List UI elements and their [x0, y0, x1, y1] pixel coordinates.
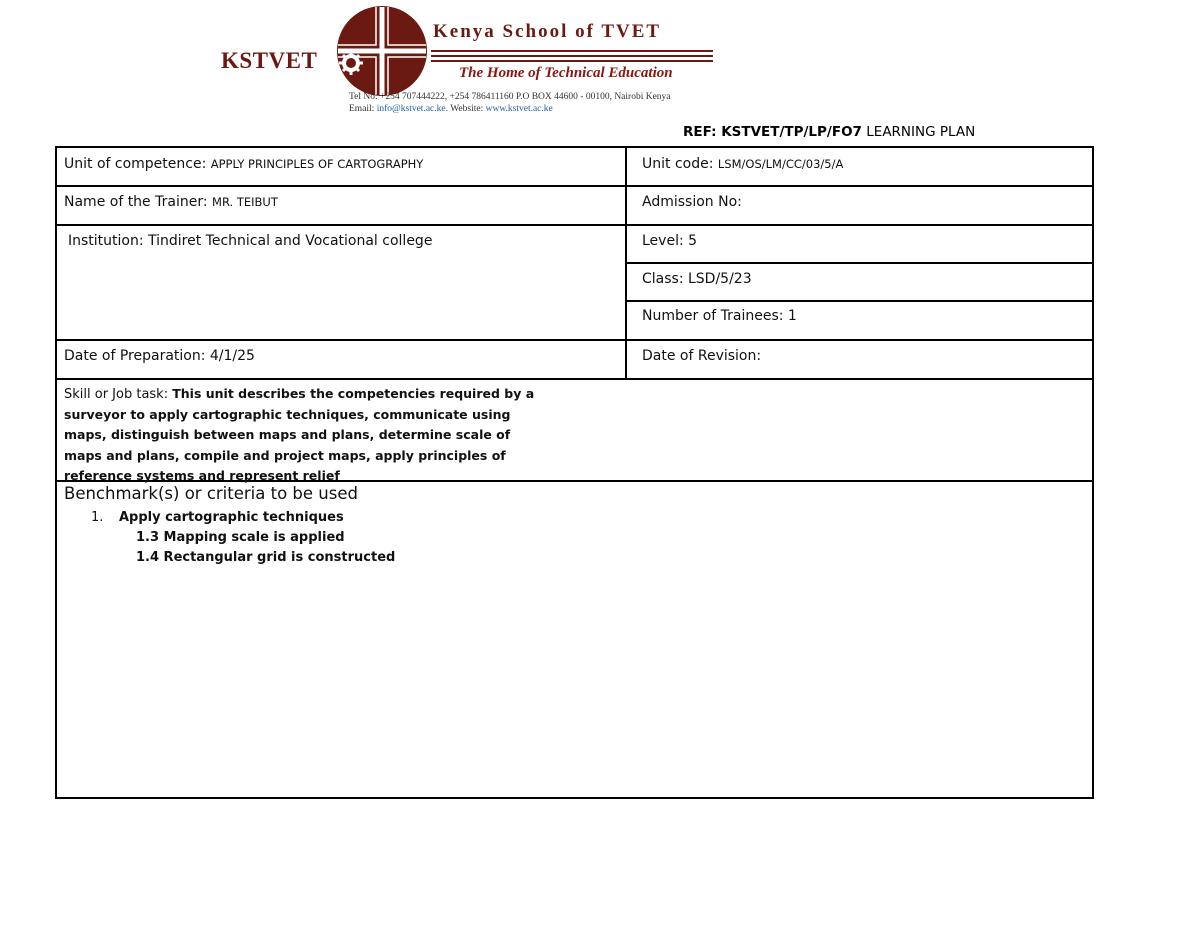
benchmark-item-text: Apply cartographic techniques	[119, 510, 344, 525]
unit-of-competence-value: APPLY PRINCIPLES OF CARTOGRAPHY	[210, 157, 424, 171]
unit-of-competence-cell	[64, 156, 423, 172]
unit-code-value: LSM/OS/LM/CC/03/5/A	[717, 157, 844, 171]
unit-of-competence-label: Unit of competence:	[64, 156, 207, 172]
letterhead-stripe	[431, 55, 713, 57]
trainer-value: MR. TEIBUT	[212, 195, 278, 209]
email-link[interactable]: info@kstvet.ac.ke.	[376, 104, 448, 114]
date-revision-cell: Date of Revision:	[642, 348, 762, 364]
unit-code-label: Unit code:	[642, 156, 714, 172]
column-divider	[625, 148, 627, 379]
school-name: Kenya School of TVET	[433, 21, 662, 42]
skill-job-task-cell	[64, 384, 544, 487]
trainees-cell: Number of Trainees: 1	[642, 308, 797, 324]
row-divider	[626, 262, 1094, 264]
school-tagline: The Home of Technical Education	[459, 65, 673, 81]
logo-wordmark: KSTVET	[221, 48, 318, 73]
class-cell: Class: LSD/5/23	[642, 271, 752, 287]
row-divider	[626, 300, 1094, 302]
benchmark-item	[91, 510, 344, 525]
contact-info	[349, 91, 671, 115]
institution-cell: Institution: Tindiret Technical and Vocational college	[68, 233, 433, 249]
admission-no-cell: Admission No:	[642, 194, 742, 210]
date-preparation-cell: Date of Preparation: 4/1/25	[64, 348, 255, 364]
benchmark-sub-item: 1.4 Rectangular grid is constructed	[136, 550, 396, 565]
contact-email-website	[349, 103, 671, 115]
unit-code-cell	[642, 156, 843, 172]
doc-title: LEARNING PLAN	[866, 124, 976, 140]
trainer-label: Name of the Trainer:	[64, 194, 208, 210]
letterhead-stripe	[431, 50, 713, 52]
website-label: Website:	[450, 104, 484, 114]
trainer-cell	[64, 194, 278, 210]
letterhead	[215, 4, 715, 119]
row-divider	[57, 378, 1094, 380]
kstvet-emblem-icon	[336, 5, 428, 97]
ref-code: REF: KSTVET/TP/LP/FO7	[683, 124, 862, 140]
document-reference	[683, 124, 975, 140]
learning-plan-table	[55, 146, 1094, 799]
letterhead-stripe	[431, 60, 713, 62]
row-divider	[57, 185, 1094, 187]
contact-phone-address: Tel No: +254 707444222, +254 786411160 P.O BOX 44600 - 00100, Nairobi Kenya	[349, 92, 671, 102]
website-link[interactable]: www.kstvet.ac.ke	[485, 104, 553, 114]
skill-description: This unit describes the competencies required by a surveyor to apply cartographic techniques, communicate using maps, distinguish between maps and plans, determine scale of maps and plans, compile and project maps, apply principles of reference systems and represent relief	[64, 386, 535, 483]
row-divider	[57, 224, 1094, 226]
benchmark-sub-item: 1.3 Mapping scale is applied	[136, 530, 345, 545]
level-cell: Level: 5	[642, 233, 698, 249]
row-divider	[57, 339, 1094, 341]
benchmark-item-number: 1.	[91, 510, 104, 525]
skill-label: Skill or Job task:	[64, 387, 169, 402]
email-label: Email:	[349, 104, 375, 114]
benchmark-title: Benchmark(s) or criteria to be used	[64, 484, 358, 503]
